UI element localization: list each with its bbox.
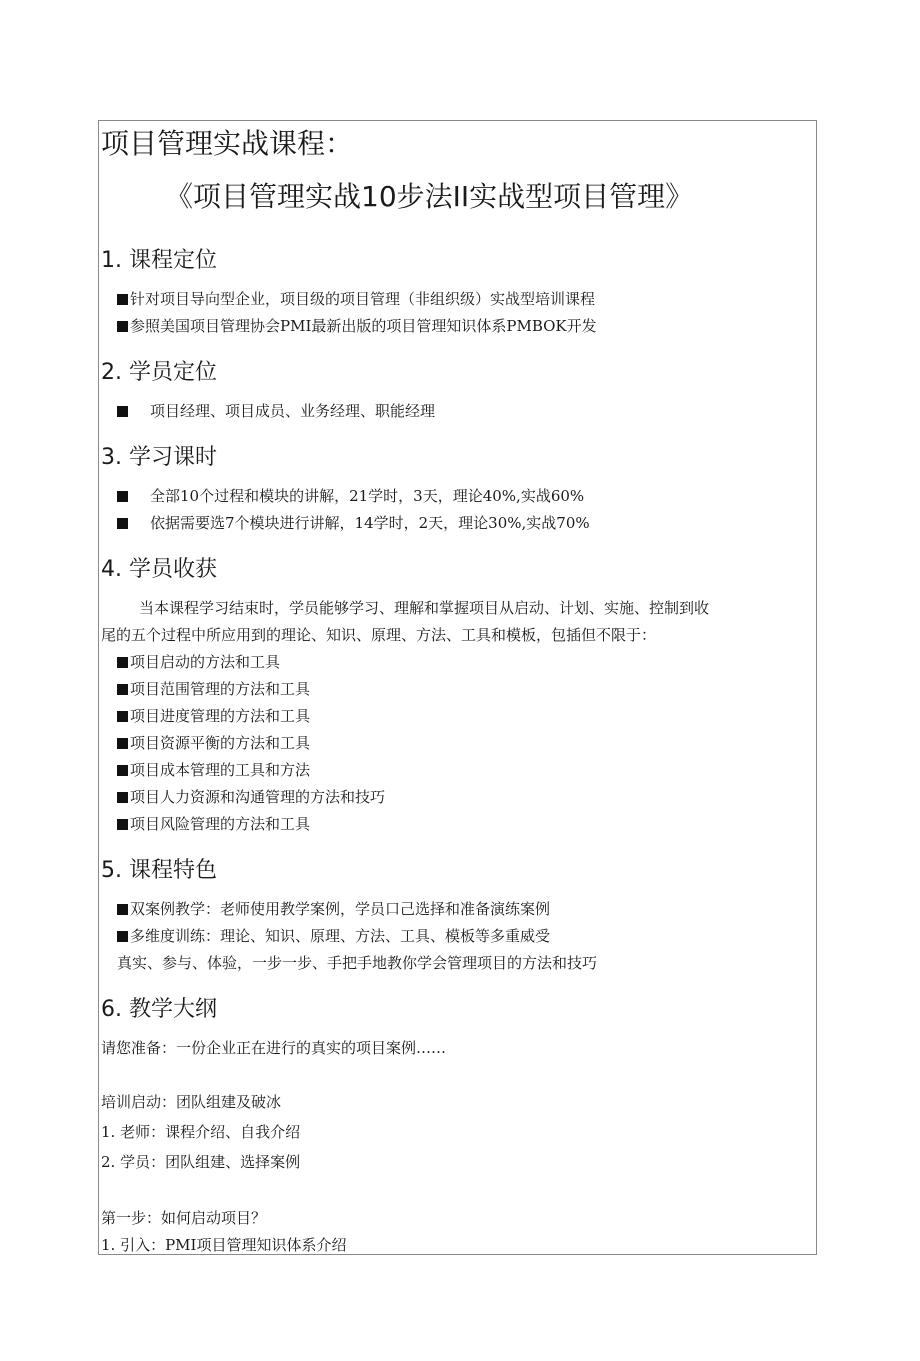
paragraph-line: 真实、参与、体验，一步一步、手把手地教你学会管理项目的方法和技巧 — [117, 954, 598, 972]
bullet-square-icon — [117, 711, 128, 722]
outline-item: 1. 引入：PMI项目管理知识体系介绍 — [101, 1236, 347, 1254]
step-heading: 第一步：如何启动项目？ — [101, 1209, 267, 1227]
bullet-text: 依据需要选7个模块进行讲解，14学时，2天，理论30%,实战70% — [150, 514, 590, 532]
bullet-text: 项目资源平衡的方法和工具 — [130, 734, 311, 752]
outline-item: 1. 老师：课程介绍、自我介绍 — [101, 1123, 301, 1141]
bullet-square-icon — [117, 765, 128, 776]
bullet-item — [117, 678, 310, 699]
bullet-text: 项目人力资源和沟通管理的方法和技巧 — [130, 788, 386, 806]
bullet-item — [117, 485, 584, 506]
section-heading-2: 2. 学员定位 — [101, 360, 217, 385]
bullet-square-icon — [117, 684, 128, 695]
bullet-text: 参照美国项目管理协会PMI最新出版的项目管理知识体系PMBOK开发 — [130, 317, 597, 335]
outline-item: 2. 学员：团队组建、选择案例 — [101, 1153, 301, 1171]
bullet-square-icon — [117, 931, 128, 942]
bullet-item — [117, 732, 310, 753]
bullet-item — [117, 813, 310, 834]
bullet-square-icon — [117, 904, 128, 915]
bullet-text: 项目进度管理的方法和工具 — [130, 707, 311, 725]
bullet-item — [117, 898, 550, 919]
bullet-text: 针对项目导向型企业，项目级的项目管理（非组织级）实战型培训课程 — [130, 290, 596, 308]
bullet-item — [117, 759, 310, 780]
bullet-item — [117, 512, 590, 533]
bullet-item — [117, 925, 550, 946]
course-title: 项目管理实战课程： — [101, 127, 354, 160]
bullet-square-icon — [117, 738, 128, 749]
bullet-text: 项目成本管理的工具和方法 — [130, 761, 311, 779]
bullet-item — [117, 400, 435, 421]
bullet-text: 项目范围管理的方法和工具 — [130, 680, 311, 698]
section-heading-4: 4. 学员收获 — [101, 557, 217, 582]
bullet-square-icon — [117, 491, 128, 502]
paragraph-line: 当本课程学习结束时，学员能够学习、理解和掌握项目从启动、计划、实施、控制到收 — [139, 599, 710, 617]
course-subtitle: 《项目管理实战10步法II实战型项目管理》 — [165, 180, 694, 213]
section-heading-5: 5. 课程特色 — [101, 858, 217, 883]
bullet-square-icon — [117, 518, 128, 529]
section-heading-3: 3. 学习课时 — [101, 445, 217, 470]
kickoff-heading: 培训启动：团队组建及破冰 — [101, 1093, 282, 1111]
section-heading-1: 1. 课程定位 — [101, 248, 217, 273]
bullet-item — [117, 288, 595, 309]
bullet-item — [117, 705, 310, 726]
bullet-text: 项目启动的方法和工具 — [130, 653, 281, 671]
bullet-text: 多维度训练：理论、知识、原理、方法、工具、模板等多重威受 — [130, 927, 551, 945]
bullet-square-icon — [117, 406, 128, 417]
bullet-text: 项目风险管理的方法和工具 — [130, 815, 311, 833]
bullet-item — [117, 315, 597, 336]
bullet-square-icon — [117, 321, 128, 332]
bullet-square-icon — [117, 819, 128, 830]
bullet-text: 全部10个过程和模块的讲解，21学时，3天，理论40%,实战60% — [150, 487, 585, 505]
bullet-item — [117, 786, 385, 807]
bullet-item — [117, 651, 280, 672]
bullet-text: 双案例教学：老师使用教学案例，学员口己选择和准备演练案例 — [130, 900, 551, 918]
bullet-square-icon — [117, 294, 128, 305]
paragraph-line: 尾的五个过程中所应用到的理论、知识、原理、方法、工具和模板，包插但不限于： — [101, 626, 657, 644]
bullet-square-icon — [117, 792, 128, 803]
bullet-text: 项目经理、项目成员、业务经理、职能经理 — [150, 402, 436, 420]
prepare-text: 请您准备：一份企业正在进行的真实的项目案例…… — [101, 1039, 447, 1057]
bullet-square-icon — [117, 657, 128, 668]
section-heading-6: 6. 教学大纲 — [101, 997, 217, 1022]
